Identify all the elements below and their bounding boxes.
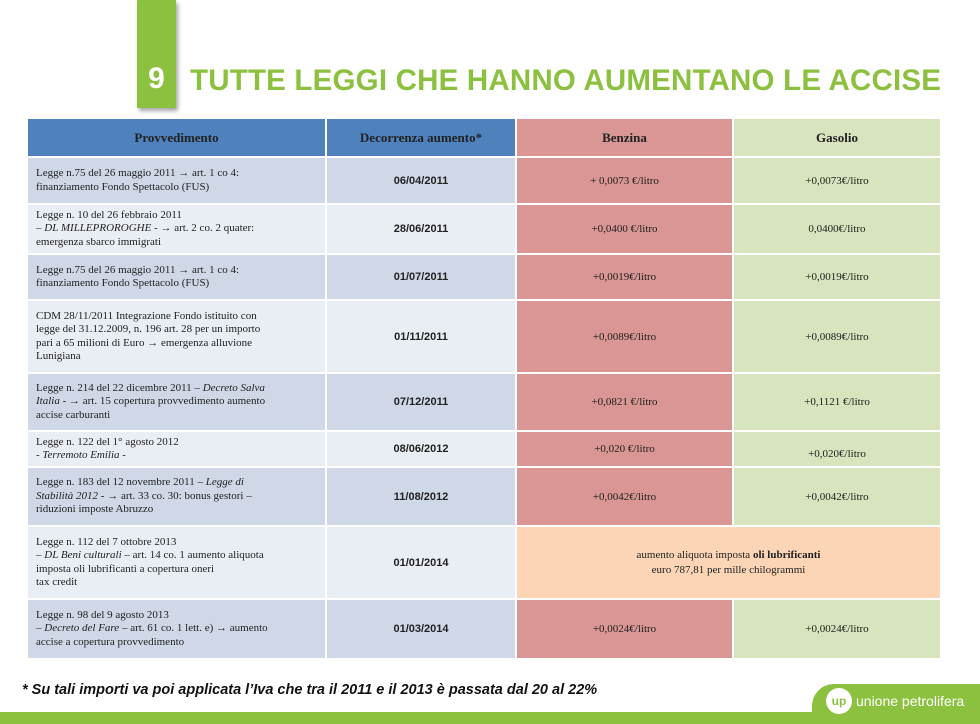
decorrenza-cell: 08/06/2012 [326,431,516,467]
table-row [27,300,941,373]
table-row [27,254,941,300]
benzina-cell: +0,0821 €/litro [516,373,733,431]
decorrenza-cell: 07/12/2011 [326,373,516,431]
decorrenza-cell: 28/06/2011 [326,204,516,254]
gasolio-cell: +0,0042€/litro [733,467,941,526]
gasolio-cell: +0,0024€/litro [733,599,941,659]
gasolio-cell: +0,1121 €/litro [733,373,941,431]
benzina-cell: +0,0042€/litro [516,467,733,526]
up-logo-icon: up [826,688,852,714]
header-decorrenza: Decorrenza aumento* [326,118,516,157]
iva-footnote: * Su tali importi va poi applicata l’Iva che tra il 2011 e il 2013 è passata dal 20 al 22% [22,682,598,698]
provvedimento-cell: Legge n. 183 del 12 novembre 2011 – Legge di Stabilità 2012 - → art. 33 co. 30: bonus gestori – riduzioni imposte Abruzzo [27,467,326,526]
provvedimento-cell: CDM 28/11/2011 Integrazione Fondo istituito con legge del 31.12.2009, n. 196 art. 28 per un importo pari a 65 milioni di Euro → emergenza alluvione Lunigiana [27,300,326,373]
table-row [27,157,941,204]
slide-number: 9 [148,62,165,95]
gasolio-cell: +0,0019€/litro [733,254,941,300]
benzina-cell: + 0,0073 €/litro [516,157,733,204]
header-gasolio: Gasolio [733,118,941,157]
logo-text: unione petrolifera [856,693,965,709]
table-row [27,467,941,526]
provvedimento-cell: Legge n. 10 del 26 febbraio 2011 – DL MILLEPROROGHE - → art. 2 co. 2 quater: emergenza sbarco immigrati [27,204,326,254]
provvedimento-cell: Legge n.75 del 26 maggio 2011 → art. 1 co 4: finanziamento Fondo Spettacolo (FUS) [27,254,326,300]
decorrenza-cell: 01/03/2014 [326,599,516,659]
provvedimento-cell: Legge n.75 del 26 maggio 2011 → art. 1 co 4: finanziamento Fondo Spettacolo (FUS) [27,157,326,204]
header-provvedimento: Provvedimento [27,118,326,157]
table-row [27,526,941,599]
header-benzina: Benzina [516,118,733,157]
decorrenza-cell: 01/07/2011 [326,254,516,300]
provvedimento-cell: Legge n. 214 del 22 dicembre 2011 – Decreto Salva Italia - → art. 15 copertura provvedimento aumento accise carburanti [27,373,326,431]
table-row [27,204,941,254]
decorrenza-cell: 01/11/2011 [326,300,516,373]
benzina-cell: +0,0400 €/litro [516,204,733,254]
table-header-row [27,118,941,157]
benzina-cell: +0,020 €/litro [516,431,733,467]
decorrenza-cell: 11/08/2012 [326,467,516,526]
gasolio-cell: +0,0089€/litro [733,300,941,373]
slide-title: TUTTE LEGGI CHE HANNO AUMENTANO LE ACCISE [190,64,942,97]
gasolio-cell: +0,020€/litro [733,431,941,467]
benzina-cell: +0,0024€/litro [516,599,733,659]
provvedimento-cell: Legge n. 98 del 9 agosto 2013 – Decreto del Fare – art. 61 co. 1 lett. e) → aumento accise a copertura provvedimento [27,599,326,659]
provvedimento-cell: Legge n. 112 del 7 ottobre 2013 – DL Beni culturali – art. 14 co. 1 aumento aliquota imposta oli lubrificanti a copertura oneri tax credit [27,526,326,599]
gasolio-cell: +0,0073€/litro [733,157,941,204]
decorrenza-cell: 01/01/2014 [326,526,516,599]
lubrificanti-note-cell: aumento aliquota imposta oli lubrificanti euro 787,81 per mille chilogrammi [516,526,941,599]
benzina-cell: +0,0019€/litro [516,254,733,300]
table-row [27,599,941,659]
provvedimento-cell: Legge n. 122 del 1° agosto 2012 - Terremoto Emilia - [27,431,326,467]
table-row [27,431,941,467]
gasolio-cell: 0,0400€/litro [733,204,941,254]
decorrenza-cell: 06/04/2011 [326,157,516,204]
benzina-cell: +0,0089€/litro [516,300,733,373]
table-row [27,373,941,431]
accise-table [26,117,942,660]
